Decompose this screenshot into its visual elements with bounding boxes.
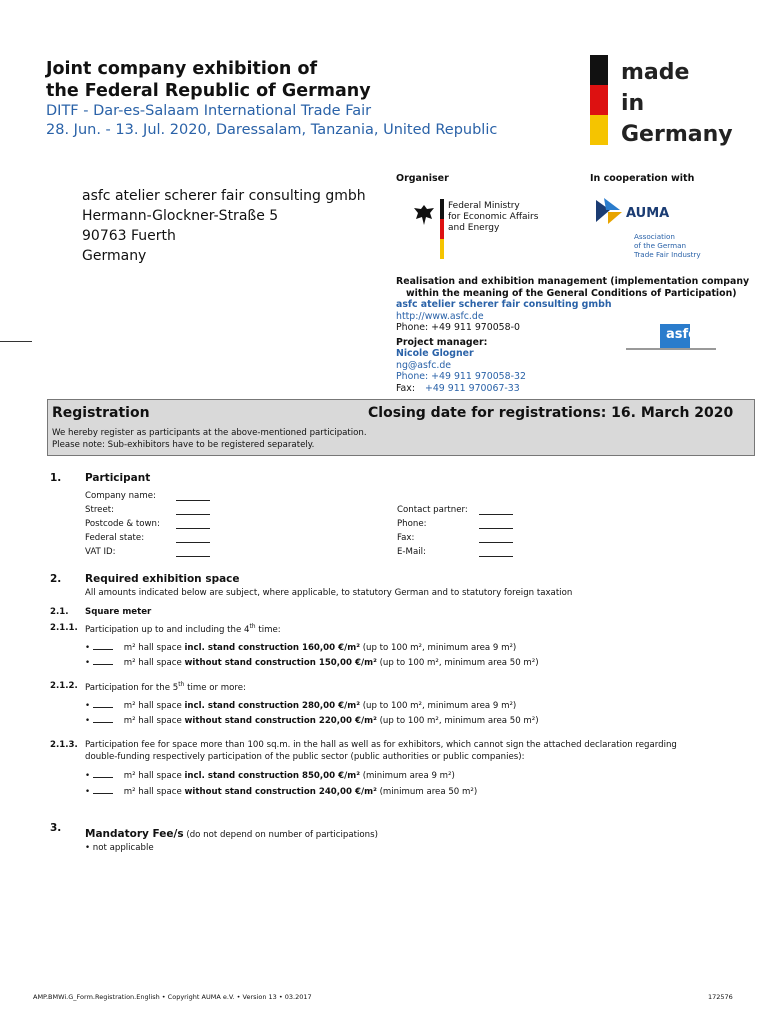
- fold-mark: [0, 341, 32, 342]
- field-label-phone: Phone:: [397, 519, 427, 529]
- option-2-1-1-incl: • m² hall space incl. stand construction 160,00 €/m² (up to 100 m², minimum area 9 m²): [85, 643, 517, 653]
- section-2-1-3-number: 2.1.3.: [50, 740, 78, 750]
- section-1-number: 1.: [50, 472, 62, 484]
- closing-date: Closing date for registrations: 16. March 2020: [368, 405, 734, 421]
- field-label-vat: VAT ID:: [85, 547, 116, 557]
- fair-dates: 28. Jun. - 13. Jul. 2020, Daressalam, Tanzania, United Republic: [46, 122, 498, 138]
- german-flag-logo: [590, 55, 608, 145]
- auma-mark-icon: [594, 196, 624, 226]
- email-field[interactable]: [479, 549, 513, 557]
- section-2-1-3-line2: double-funding respectively participation of the public sector (public authorities or public companies):: [85, 752, 525, 762]
- sqm-without-4th-input[interactable]: [93, 657, 113, 665]
- field-label-postcode: Postcode & town:: [85, 519, 160, 529]
- document-number: 172576: [708, 993, 733, 1001]
- section-2-1-title: Square meter: [85, 607, 152, 617]
- phone-field[interactable]: [479, 521, 513, 529]
- postcode-town-field[interactable]: [176, 521, 210, 529]
- made-in-germany-logo: made in Germany: [621, 60, 733, 147]
- field-label-contact: Contact partner:: [397, 505, 468, 515]
- section-3-title: Mandatory Fee/s (do not depend on number of participations): [85, 828, 378, 840]
- registration-statement: We hereby register as participants at the above-mentioned participation.: [52, 428, 367, 438]
- option-2-1-1-without: • m² hall space without stand construction 150,00 €/m² (up to 100 m², minimum area 50 m²): [85, 658, 539, 668]
- field-label-email: E-Mail:: [397, 547, 426, 557]
- section-2-1-3-line1: Participation fee for space more than 100 sq.m. in the hall as well as for exhibitors, which cannot sign the attached declaration regarding: [85, 740, 677, 750]
- federal-ministry-logo: Federal Ministry for Economic Affairs and Energy: [412, 199, 542, 259]
- page-title: Joint company exhibition of the Federal Republic of Germany: [46, 59, 371, 101]
- sqm-incl-5th-input[interactable]: [93, 700, 113, 708]
- section-2-1-2-text: Participation for the 5th time or more:: [85, 681, 246, 693]
- section-2-1-number: 2.1.: [50, 607, 69, 617]
- organiser-label: Organiser: [396, 173, 449, 184]
- option-2-1-2-without: • m² hall space without stand construction 220,00 €/m² (up to 100 m², minimum area 50 m²): [85, 716, 539, 726]
- footer-copyright: AMP.BMWi.G_Form.Registration.English • Copyright AUMA e.V. • Version 13 • 03.2017: [33, 993, 312, 1001]
- registration-note: Please note: Sub-exhibitors have to be registered separately.: [52, 440, 315, 450]
- vat-id-field[interactable]: [176, 549, 210, 557]
- section-2-title: Required exhibition space: [85, 573, 240, 585]
- section-3-number: 3.: [50, 822, 62, 834]
- recipient-address: asfc atelier scherer fair consulting gmbh Hermann-Glockner-Straße 5 90763 Fuerth Germany: [82, 188, 366, 264]
- fair-name: DITF - Dar-es-Salaam International Trade Fair: [46, 103, 372, 119]
- asfc-website-link[interactable]: http://www.asfc.de: [396, 310, 484, 322]
- contact-partner-field[interactable]: [479, 507, 513, 515]
- field-label-state: Federal state:: [85, 533, 145, 543]
- section-1-title: Participant: [85, 472, 151, 484]
- sqm-without-5th-input[interactable]: [93, 715, 113, 723]
- realisation-info: Realisation and exhibition management (implementation company within the meaning of the General Conditions of Participation) asfc atelier scherer fair consulting gmbh http://www.asfc.de Phone: +49 911 970058-0 Project manager: Nicole Glogner ng@asfc.de Phone: +49 911 970058-32 Fax: +49 911 970067-33: [396, 276, 756, 394]
- field-label-company: Company name:: [85, 491, 156, 501]
- street-field[interactable]: [176, 507, 210, 515]
- asfc-logo: asfc: [626, 322, 716, 356]
- field-label-fax: Fax:: [397, 533, 415, 543]
- company-name-field[interactable]: [176, 493, 210, 501]
- section-2-1-1-text: Participation up to and including the 4th time:: [85, 623, 281, 635]
- sqm-without-large-input[interactable]: [93, 786, 113, 794]
- auma-logo: AUMA Association of the German Trade Fair Industry: [594, 196, 724, 262]
- section-3-item: • not applicable: [85, 843, 154, 853]
- sqm-incl-large-input[interactable]: [93, 770, 113, 778]
- federal-state-field[interactable]: [176, 535, 210, 543]
- option-2-1-3-incl: • m² hall space incl. stand construction 850,00 €/m² (minimum area 9 m²): [85, 771, 455, 781]
- fax-field[interactable]: [479, 535, 513, 543]
- section-2-number: 2.: [50, 573, 62, 585]
- field-label-street: Street:: [85, 505, 115, 515]
- pm-email-link[interactable]: ng@asfc.de: [396, 359, 452, 371]
- eagle-icon: [412, 203, 436, 234]
- section-2-1-2-number: 2.1.2.: [50, 681, 78, 691]
- tax-note: All amounts indicated below are subject, where applicable, to statutory German and to statutory foreign taxation: [85, 588, 573, 598]
- section-2-1-1-number: 2.1.1.: [50, 623, 78, 633]
- option-2-1-3-without: • m² hall space without stand construction 240,00 €/m² (minimum area 50 m²): [85, 787, 478, 797]
- sqm-incl-4th-input[interactable]: [93, 642, 113, 650]
- registration-title: Registration: [52, 405, 150, 421]
- cooperation-label: In cooperation with: [590, 173, 695, 184]
- option-2-1-2-incl: • m² hall space incl. stand construction 280,00 €/m² (up to 100 m², minimum area 9 m²): [85, 701, 517, 711]
